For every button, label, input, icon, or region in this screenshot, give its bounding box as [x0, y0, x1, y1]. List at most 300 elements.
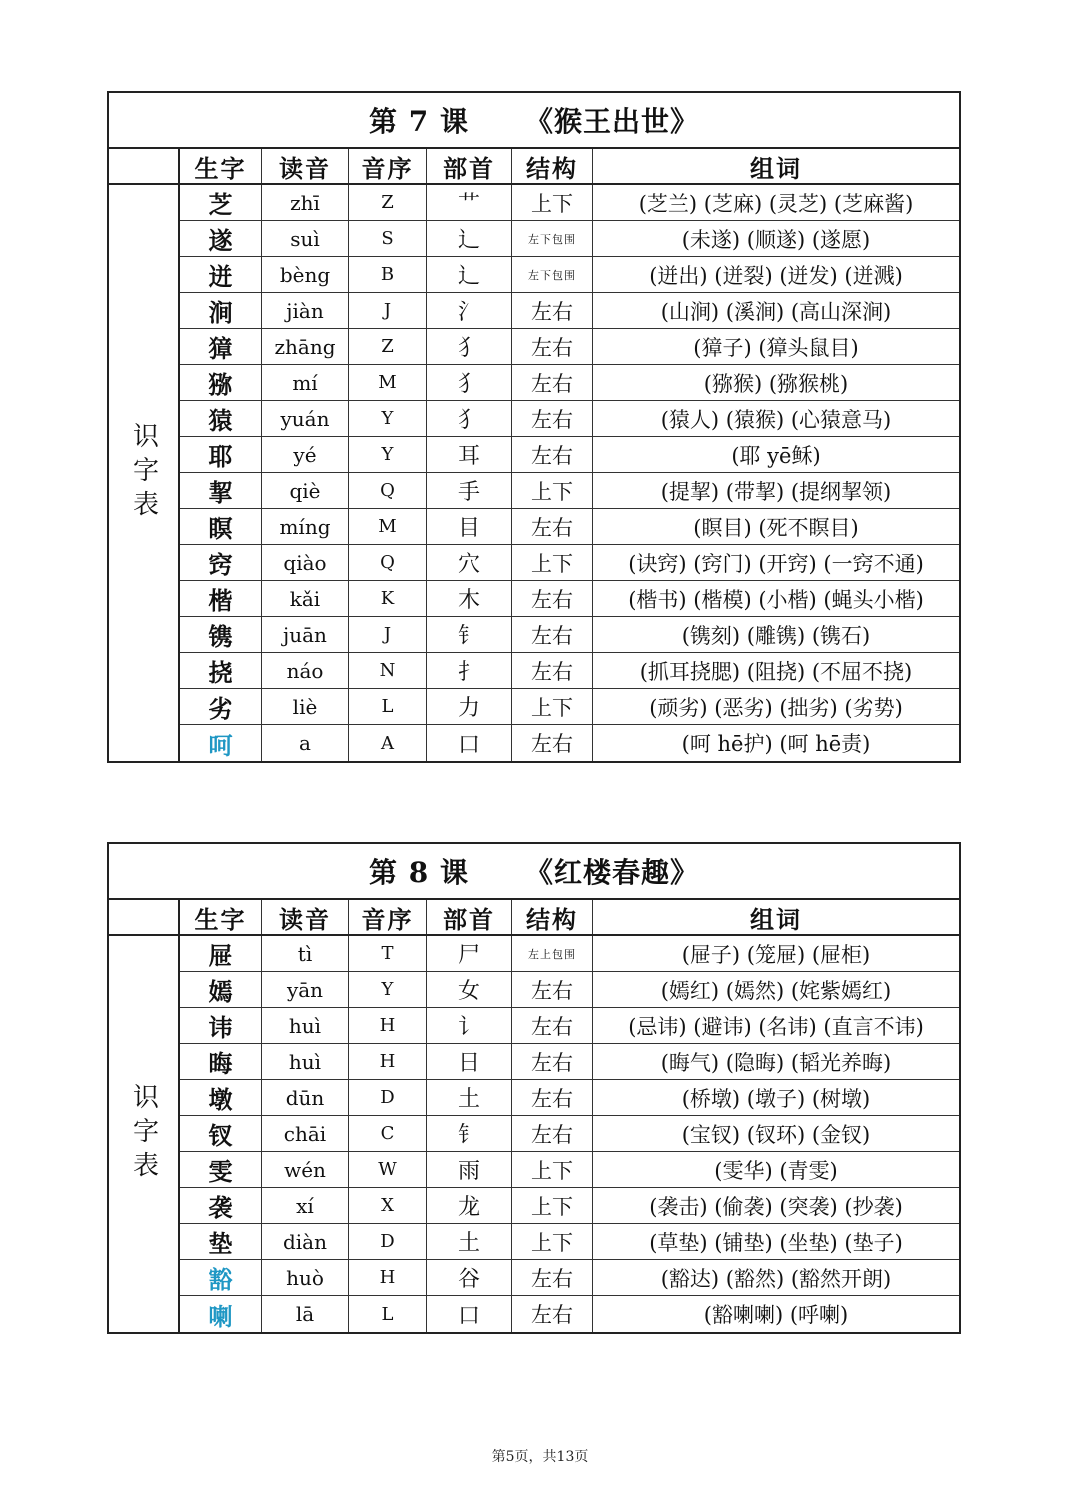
pinyin-cell: [262, 1044, 349, 1079]
words-text: (迸出) (迸裂) (迸发) (迸溅): [649, 263, 903, 288]
character-cell: [180, 293, 262, 328]
words-text: (桥墩) (墩子) (树墩): [681, 1086, 871, 1111]
structure-cell: [512, 329, 593, 364]
radical-cell: [427, 185, 512, 220]
radical-cell: [427, 257, 512, 292]
order-cell: [349, 936, 427, 971]
words-text: (屉子) (笼屉) (屉柜): [681, 942, 871, 967]
words-text: (抓耳挠腮) (阻挠) (不屈不挠): [639, 659, 913, 684]
order-cell: [349, 437, 427, 472]
radical-cell: [427, 221, 512, 256]
order-text: Z: [381, 192, 394, 213]
header-blank-cell: [109, 149, 180, 183]
character-cell: [180, 185, 262, 220]
table-rows: [180, 936, 959, 1332]
pinyin-text: bèng: [279, 262, 331, 287]
structure-cell: [512, 1296, 593, 1332]
radical-text: 扌: [457, 660, 480, 685]
radical-cell: [427, 1260, 512, 1295]
words-text: (宝钗) (钗环) (金钗): [681, 1122, 871, 1147]
structure-text: 左上包围: [528, 947, 576, 961]
structure-cell: [512, 1008, 593, 1043]
order-text: H: [379, 1015, 396, 1036]
pinyin-text: liè: [292, 694, 318, 719]
order-cell: [349, 185, 427, 220]
words-cell: [593, 1152, 959, 1187]
character-cell: [180, 329, 262, 364]
table-row: [180, 473, 959, 509]
structure-text: 左右: [531, 1014, 573, 1039]
words-cell: [593, 1080, 959, 1115]
character-text: 窍: [208, 550, 233, 579]
words-text: (忌讳) (避讳) (名讳) (直言不讳): [628, 1014, 924, 1039]
radical-text: 耳: [457, 444, 480, 469]
order-text: Q: [380, 552, 395, 573]
pinyin-cell: [262, 185, 349, 220]
character-cell: [180, 257, 262, 292]
pinyin-text: zhī: [290, 190, 320, 215]
order-cell: [349, 1044, 427, 1079]
character-text: 喇: [208, 1301, 233, 1331]
structure-cell: [512, 689, 593, 724]
words-cell: [593, 1260, 959, 1295]
order-text: J: [383, 300, 392, 321]
table-row: [180, 1044, 959, 1080]
table-row: [180, 329, 959, 365]
words-text: (芝兰) (芝麻) (灵芝) (芝麻酱): [638, 191, 914, 216]
character-text: 獐: [208, 334, 233, 363]
structure-cell: [512, 401, 593, 436]
structure-text: 左右: [531, 1050, 573, 1075]
column-header: 生字: [180, 149, 262, 183]
character-cell: [180, 689, 262, 724]
pinyin-text: dūn: [285, 1085, 325, 1110]
page-footer: 第5页，共13页: [491, 1449, 589, 1465]
order-cell: [349, 257, 427, 292]
structure-text: 上下: [531, 191, 573, 216]
structure-text: 左右: [531, 335, 573, 360]
structure-text: 左右: [531, 1266, 573, 1291]
radical-text: 犭: [457, 336, 480, 361]
order-cell: [349, 509, 427, 544]
structure-text: 左右: [531, 371, 573, 396]
column-header: 音序: [349, 900, 427, 934]
radical-text: 女: [457, 979, 480, 1004]
structure-cell: [512, 581, 593, 616]
order-text: X: [381, 1195, 394, 1216]
order-cell: [349, 545, 427, 580]
words-cell: [593, 689, 959, 724]
lesson-number: 第 8 课: [369, 856, 469, 889]
pinyin-cell: [262, 972, 349, 1007]
character-text: 猿: [208, 406, 233, 435]
structure-text: 左右: [531, 299, 573, 324]
order-cell: [349, 1008, 427, 1043]
character-text: 涧: [208, 298, 233, 327]
radical-text: 口: [457, 1303, 480, 1329]
character-text: 遂: [208, 226, 233, 255]
character-text: 屉: [208, 941, 233, 970]
structure-text: 左右: [531, 407, 573, 432]
words-text: (耶 yē稣): [731, 443, 821, 468]
radical-cell: [427, 437, 512, 472]
table-row: [180, 1152, 959, 1188]
order-cell: [349, 1224, 427, 1259]
pinyin-cell: [262, 509, 349, 544]
order-text: N: [379, 660, 396, 681]
character-cell: [180, 221, 262, 256]
pinyin-text: a: [299, 731, 311, 755]
radical-text: 口: [457, 732, 480, 758]
column-header: 生字: [180, 900, 262, 934]
pinyin-text: yuán: [280, 406, 330, 431]
order-text: H: [379, 1267, 396, 1288]
words-cell: [593, 545, 959, 580]
table-row: [180, 617, 959, 653]
pinyin-cell: [262, 1080, 349, 1115]
radical-text: 尸: [457, 943, 480, 968]
words-cell: [593, 401, 959, 436]
column-header: 结构: [512, 900, 593, 934]
radical-text: 日: [457, 1051, 480, 1076]
character-text: 猕: [208, 370, 233, 399]
radical-text: 土: [457, 1087, 480, 1112]
structure-cell: [512, 1224, 593, 1259]
pinyin-cell: [262, 257, 349, 292]
structure-text: 左右: [531, 1303, 573, 1327]
character-cell: [180, 365, 262, 400]
radical-cell: [427, 936, 512, 971]
table-row: [180, 1296, 959, 1332]
character-text: 豁: [208, 1265, 233, 1294]
words-text: (楷书) (楷模) (小楷) (蝇头小楷): [628, 587, 924, 612]
pinyin-text: kǎi: [289, 586, 321, 611]
radical-cell: [427, 293, 512, 328]
structure-text: 左右: [531, 515, 573, 540]
pinyin-text: huò: [286, 1265, 324, 1290]
structure-text: 左右: [531, 659, 573, 684]
table-row: [180, 185, 959, 221]
table-row: [180, 1260, 959, 1296]
words-cell: [593, 1116, 959, 1151]
radical-text: 目: [457, 516, 480, 541]
order-text: Q: [380, 480, 395, 501]
words-cell: [593, 509, 959, 544]
table-row: [180, 936, 959, 972]
character-cell: [180, 437, 262, 472]
table-row: [180, 437, 959, 473]
pinyin-cell: [262, 617, 349, 652]
pinyin-cell: [262, 1188, 349, 1223]
words-text: (顽劣) (恶劣) (拙劣) (劣势): [649, 695, 903, 720]
words-cell: [593, 473, 959, 508]
structure-cell: [512, 221, 593, 256]
words-text: (晦气) (隐晦) (韬光养晦): [660, 1050, 892, 1075]
character-cell: [180, 581, 262, 616]
order-cell: [349, 1188, 427, 1223]
order-text: L: [381, 1303, 394, 1325]
order-text: W: [378, 1159, 397, 1180]
radical-cell: [427, 1152, 512, 1187]
table-header: [109, 900, 959, 936]
table-row: [180, 581, 959, 617]
table-row: [180, 689, 959, 725]
structure-cell: [512, 972, 593, 1007]
structure-cell: [512, 725, 593, 761]
order-text: K: [380, 588, 395, 609]
pinyin-cell: [262, 689, 349, 724]
words-text: (嫣红) (嫣然) (姹紫嫣红): [660, 978, 892, 1003]
character-text: 袭: [208, 1193, 233, 1222]
words-text: (猕猴) (猕猴桃): [703, 371, 849, 396]
header-blank-cell: [109, 900, 180, 934]
structure-text: 上下: [531, 1194, 573, 1219]
table-row: [180, 221, 959, 257]
words-text: (诀窍) (窍门) (开窍) (一窍不通): [628, 551, 924, 576]
pinyin-cell: [262, 653, 349, 688]
lesson-7-table: [107, 91, 961, 763]
pinyin-text: xí: [296, 1193, 314, 1218]
column-header: 组词: [750, 153, 802, 183]
pinyin-text: tì: [297, 941, 313, 966]
order-cell: [349, 329, 427, 364]
structure-text: 左右: [531, 587, 573, 612]
words-cell: [593, 257, 959, 292]
order-cell: [349, 1260, 427, 1295]
radical-text: 辶: [457, 228, 480, 253]
order-text: Y: [381, 408, 394, 429]
character-cell: [180, 972, 262, 1007]
pinyin-text: yé: [293, 442, 317, 467]
lesson-number: 第 7 课: [369, 105, 469, 138]
order-cell: [349, 401, 427, 436]
table-row: [180, 1224, 959, 1260]
words-text: (雯华) (青雯): [714, 1158, 838, 1183]
words-text: (瞑目) (死不瞑目): [693, 515, 859, 540]
table-row: [180, 972, 959, 1008]
radical-text: 雨: [457, 1159, 480, 1184]
pinyin-text: diàn: [282, 1229, 327, 1254]
character-cell: [180, 617, 262, 652]
column-header: 读音: [262, 900, 349, 934]
radical-text: 辶: [457, 264, 480, 289]
pinyin-cell: [262, 936, 349, 971]
structure-text: 左右: [531, 1086, 573, 1111]
pinyin-text: chāi: [283, 1121, 327, 1146]
structure-text: 左右: [531, 443, 573, 468]
radical-cell: [427, 689, 512, 724]
character-text: 耶: [208, 442, 233, 471]
pinyin-cell: [262, 473, 349, 508]
words-text: (呵 hē护) (呵 hē责): [681, 732, 871, 756]
order-cell: [349, 1152, 427, 1187]
character-cell: [180, 1260, 262, 1295]
words-text: (镌刻) (雕镌) (镌石): [681, 623, 871, 648]
table-row: [180, 365, 959, 401]
character-cell: [180, 1224, 262, 1259]
character-text: 雯: [208, 1157, 233, 1186]
table-header: [109, 149, 959, 185]
order-cell: [349, 725, 427, 761]
order-text: Y: [381, 444, 394, 465]
table-rows: [180, 185, 959, 761]
radical-cell: [427, 725, 512, 761]
character-cell: [180, 509, 262, 544]
character-text: 迸: [208, 262, 233, 291]
column-header: 组词: [750, 904, 802, 934]
radical-text: 犭: [457, 372, 480, 397]
structure-text: 左下包围: [528, 232, 576, 246]
structure-cell: [512, 936, 593, 971]
character-text: 嫣: [208, 977, 233, 1006]
structure-cell: [512, 257, 593, 292]
order-text: A: [381, 732, 394, 754]
structure-cell: [512, 545, 593, 580]
order-text: J: [383, 624, 392, 645]
pinyin-cell: [262, 1116, 349, 1151]
radical-text: 龙: [457, 1195, 480, 1220]
character-text: 芝: [208, 190, 233, 219]
words-cell: [593, 581, 959, 616]
pinyin-cell: [262, 1008, 349, 1043]
structure-cell: [512, 653, 593, 688]
structure-cell: [512, 1152, 593, 1187]
structure-cell: [512, 293, 593, 328]
radical-text: 穴: [457, 552, 480, 577]
side-label-cell: [109, 185, 180, 761]
pinyin-cell: [262, 329, 349, 364]
column-header: 部首: [427, 149, 512, 183]
order-text: B: [380, 264, 395, 285]
pinyin-text: míng: [279, 514, 331, 539]
radical-text: 讠: [457, 1015, 480, 1040]
radical-text: 钅: [457, 624, 480, 649]
pinyin-cell: [262, 437, 349, 472]
structure-cell: [512, 1044, 593, 1079]
radical-cell: [427, 1224, 512, 1259]
radical-cell: [427, 1116, 512, 1151]
lesson-title: [109, 93, 959, 149]
structure-text: 左右: [531, 1122, 573, 1147]
order-text: T: [381, 943, 394, 964]
words-cell: [593, 221, 959, 256]
radical-cell: [427, 653, 512, 688]
pinyin-cell: [262, 293, 349, 328]
radical-text: 犭: [457, 408, 480, 433]
structure-text: 上下: [531, 1230, 573, 1255]
character-text: 钗: [208, 1121, 233, 1150]
character-text: 墩: [208, 1085, 233, 1114]
order-text: S: [381, 228, 394, 249]
words-cell: [593, 653, 959, 688]
column-header: 部首: [427, 900, 512, 934]
order-cell: [349, 581, 427, 616]
structure-cell: [512, 1188, 593, 1223]
side-label: 识字表: [128, 1083, 159, 1185]
radical-cell: [427, 1080, 512, 1115]
structure-cell: [512, 185, 593, 220]
words-cell: [593, 725, 959, 761]
radical-text: 土: [457, 1231, 480, 1256]
structure-text: 上下: [531, 695, 573, 720]
radical-cell: [427, 1296, 512, 1332]
words-text: (提挈) (带挈) (提纲挈领): [660, 479, 892, 504]
pinyin-text: huì: [288, 1013, 322, 1038]
pinyin-text: juān: [283, 622, 327, 647]
table-row: [180, 1116, 959, 1152]
structure-text: 左下包围: [528, 268, 576, 282]
pinyin-cell: [262, 725, 349, 761]
order-cell: [349, 689, 427, 724]
structure-cell: [512, 617, 593, 652]
radical-text: 钅: [457, 1123, 480, 1148]
structure-text: 上下: [531, 551, 573, 576]
order-text: H: [379, 1051, 396, 1072]
table-body: [109, 936, 959, 1332]
column-header: 音序: [349, 149, 427, 183]
radical-cell: [427, 329, 512, 364]
pinyin-cell: [262, 1296, 349, 1332]
structure-text: 上下: [531, 1158, 573, 1183]
words-cell: [593, 1296, 959, 1332]
character-text: 垫: [208, 1229, 233, 1258]
pinyin-cell: [262, 545, 349, 580]
words-text: (獐子) (獐头鼠目): [693, 335, 859, 360]
words-cell: [593, 365, 959, 400]
character-text: 讳: [208, 1013, 233, 1042]
radical-cell: [427, 1044, 512, 1079]
structure-cell: [512, 1116, 593, 1151]
pinyin-cell: [262, 1260, 349, 1295]
table-row: [180, 1080, 959, 1116]
radical-cell: [427, 1188, 512, 1223]
pinyin-text: zhāng: [274, 334, 336, 359]
words-cell: [593, 437, 959, 472]
lesson-name: 《红楼春趣》: [524, 856, 699, 889]
radical-cell: [427, 401, 512, 436]
words-text: (豁喇喇) (呼喇): [703, 1303, 849, 1327]
table-row: [180, 509, 959, 545]
radical-cell: [427, 1008, 512, 1043]
words-cell: [593, 1188, 959, 1223]
pinyin-text: wén: [284, 1157, 326, 1182]
table-row: [180, 257, 959, 293]
table-body: [109, 185, 959, 761]
character-text: 镌: [208, 622, 233, 651]
radical-text: 木: [457, 588, 480, 613]
radical-cell: [427, 972, 512, 1007]
pinyin-cell: [262, 581, 349, 616]
character-cell: [180, 1116, 262, 1151]
character-cell: [180, 653, 262, 688]
words-text: (未遂) (顺遂) (遂愿): [681, 227, 871, 252]
pinyin-text: qiè: [289, 478, 321, 503]
table-row: [180, 653, 959, 689]
character-text: 瞑: [208, 514, 233, 543]
order-text: M: [378, 516, 397, 537]
structure-text: 左右: [531, 732, 573, 756]
table-row: [180, 1188, 959, 1224]
order-cell: [349, 1296, 427, 1332]
words-text: (山涧) (溪涧) (高山深涧): [660, 299, 892, 324]
side-label-cell: [109, 936, 180, 1332]
words-cell: [593, 293, 959, 328]
lesson-8-table: [107, 842, 961, 1334]
order-cell: [349, 653, 427, 688]
structure-cell: [512, 509, 593, 544]
order-cell: [349, 221, 427, 256]
radical-text: 手: [457, 480, 480, 505]
